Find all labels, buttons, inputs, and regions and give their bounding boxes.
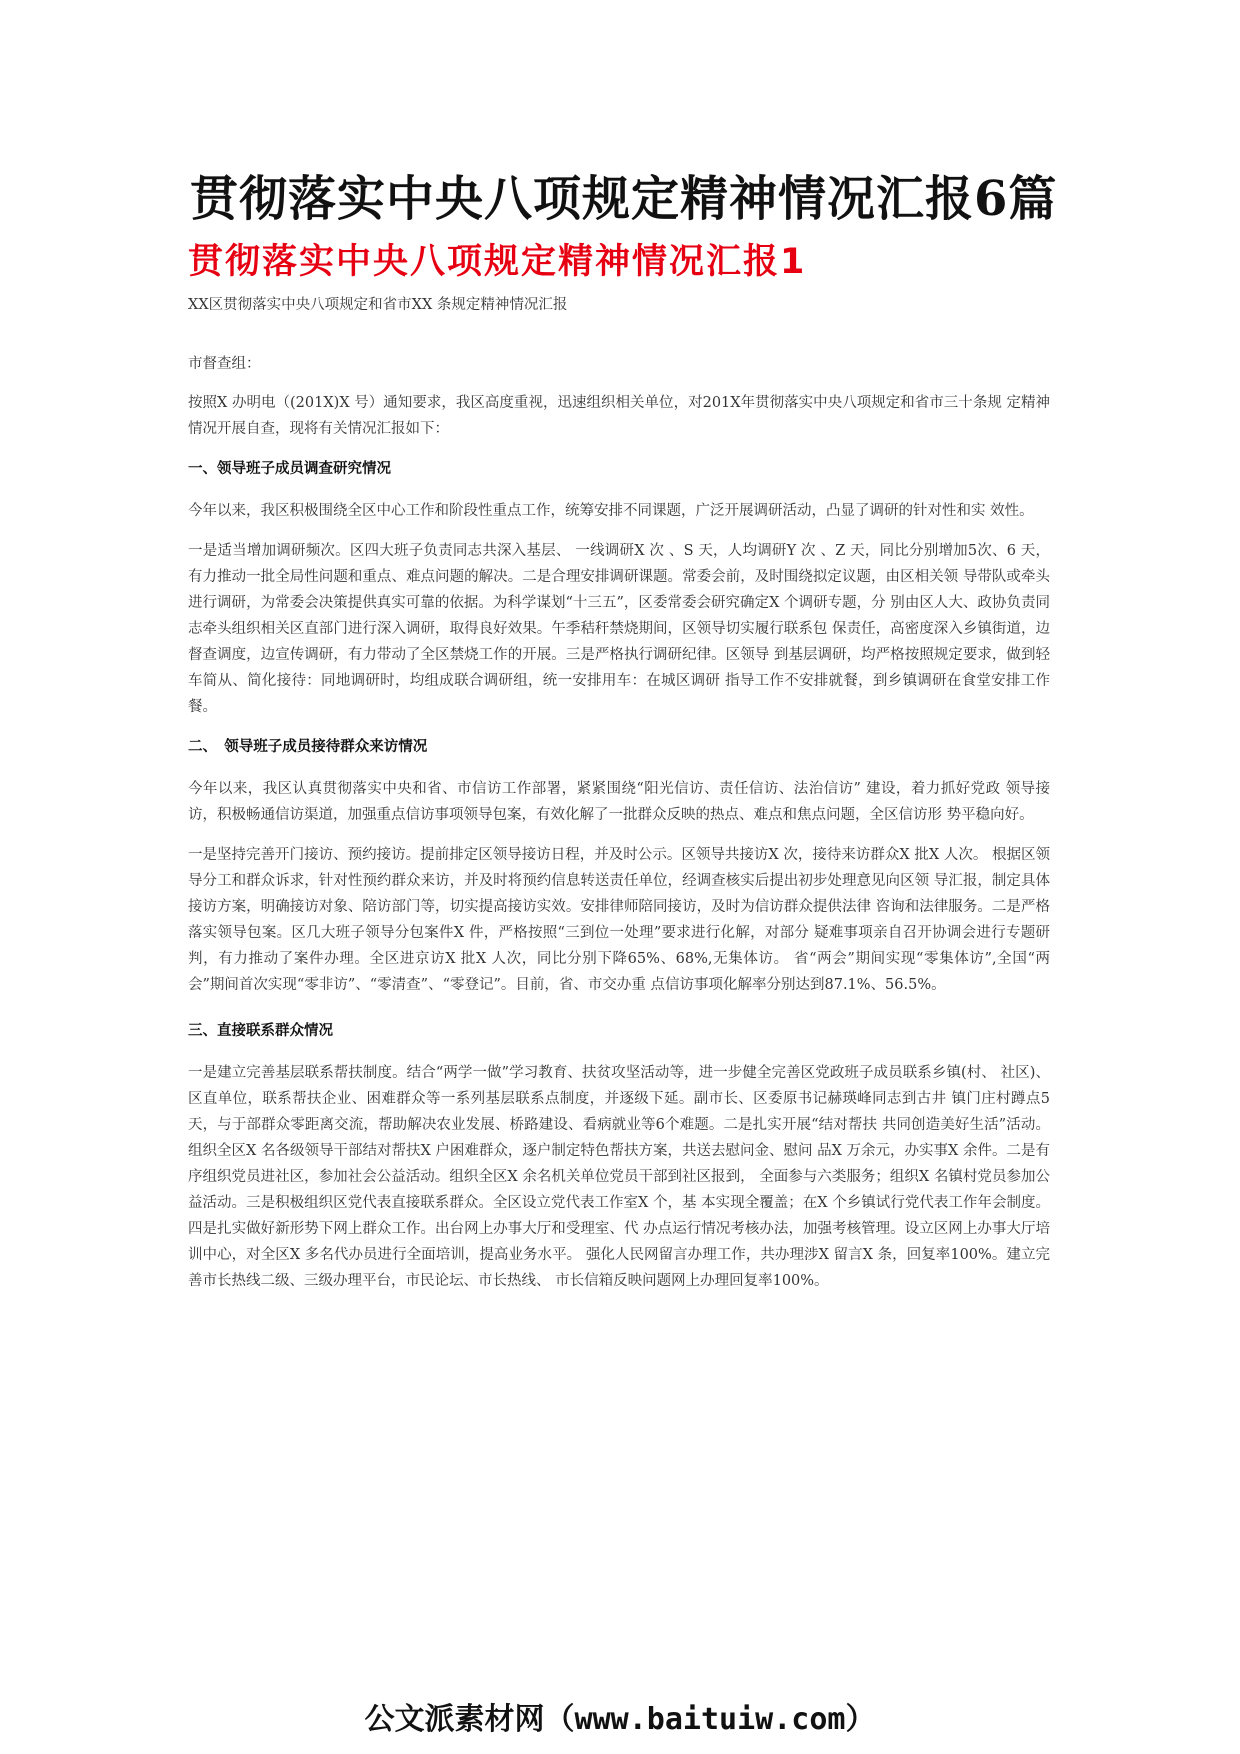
section-heading-2: 二、 领导班子成员接待群众来访情况 <box>188 739 428 755</box>
section-1-paragraph-2: 一是适当增加调研频次。区四大班子负责同志共深入基层、 一线调研X 次 、S 天，人均调研Y 次 、Z 天，同比分别增加5次、6 天，有力推动一批全局性问题和重点、难点问题的解决。二是合理安排调研课题。常委会前，及时围绕拟定议题，由区相关领 导带队或牵头进行调研，为常委会决策提供真实可靠的依据。为科学谋划“十三五”，区委常委会研究确定X 个调研专题，分 别由区人大、政协负责同志牵头组织相关区直部门进行深入调研，取得良好效果。午季秸秆禁烧期间，区领导切实履行联系包 保责任，高密度深入乡镇街道，边督查调度，边宣传调研，有力带动了全区禁烧工作的开展。三是严格执行调研纪律。区领导 到基层调研，均严格按照规定要求，做到轻车简从、简化接待：同地调研时，均组成联合调研组，统一安排用车：在城区调研 指导工作不安排就餐，到乡镇调研在食堂安排工作餐。 <box>188 543 1050 715</box>
footer-source: 公文派素材网（www.baituiw.com） <box>364 1702 876 1737</box>
sub-title: 贯彻落实中央八项规定精神情况汇报1 <box>188 242 807 282</box>
main-title: 贯彻落实中央八项规定精神情况汇报6篇 <box>190 171 1058 227</box>
intro-paragraph: 按照X 办明电（(201X)X 号）通知要求，我区高度重视，迅速组织相关单位，对201X年贯彻落实中央八项规定和省市三十条规 定精神情况开展自查，现将有关情况汇报如下： <box>188 395 1050 437</box>
section-3-paragraph-1: 一是建立完善基层联系帮扶制度。结合“两学一做”学习教育、扶贫攻坚活动等，进一步健全完善区党政班子成员联系乡镇(村、 社区)、区直单位，联系帮扶企业、困难群众等一系列基层联系点制度，并逐级下延。副市长、区委原书记赫瑛峰同志到古井 镇门庄村蹲点5天，与于部群众零距离交流，帮助解决农业发展、桥路建设、看病就业等6个难题。二是扎实开展“结对帮扶 共同创造美好生活”活动。组织全区X 名各级领导干部结对帮扶X 户困难群众，逐户制定特色帮扶方案，共送去慰问金、慰问 品X 万余元，办实事X 余件。二是有序组织党员进社区，参加社会公益活动。组织全区X 余名机关单位党员干部到社区报到， 全面参与六类服务；组织X 名镇村党员参加公益活动。三是积极组织区党代表直接联系群众。全区设立党代表工作室X 个，基 本实现全覆盖；在X 个乡镇试行党代表工作年会制度。四是扎实做好新形势下网上群众工作。出台网上办事大厅和受理室、代 办点运行情况考核办法，加强考核管理。设立区网上办事大厅培训中心，对全区X 多名代办员进行全面培训，提高业务水平。 强化人民网留言办理工作，共办理涉X 留言X 条，回复率100%。建立完善市长热线二级、三级办理平台，市民论坛、市长热线、 市长信箱反映问题网上办理回复率100%。 <box>188 1065 1050 1289</box>
section-2-paragraph-2: 一是坚持完善开门接访、预约接访。提前排定区领导接访日程，并及时公示。区领导共接访X 次，接待来访群众X 批X 人次。 根据区领导分工和群众诉求，针对性预约群众来访，并及时将预约信息转送责任单位，经调查核实后提出初步处理意见向区领 导汇报，制定具体接访方案，明确接访对象、陪访部门等，切实提高接访实效。安排律师陪同接访，及时为信访群众提供法律 咨询和法律服务。二是严格落实领导包案。区几大班子领导分包案件X 件，严格按照“三到位一处理”要求进行化解，对部分 疑难事项亲自召开协调会进行专题研判，有力推动了案件办理。全区进京访X 批X 人次，同比分别下降65%、68%,无集体访。 省“两会”期间实现“零集体访”,全国“两会”期间首次实现“零非访”、“零清查”、“零登记”。目前，省、市交办重 点信访事项化解率分别达到87.1%、56.5%。 <box>188 847 1050 993</box>
document-body <box>188 292 1050 1308</box>
salutation: 市督查组： <box>188 356 261 372</box>
section-2-paragraph-1: 今年以来，我区认真贯彻落实中央和省、市信访工作部署，紧紧围绕“阳光信访、责任信访、法治信访” 建设，着力抓好党政 领导接访，积极畅通信访渠道，加强重点信访事项领导包案，有效化解了一批群众反映的热点、难点和焦点问题，全区信访形 势平稳向好。 <box>188 781 1050 823</box>
document-name: XX区贯彻落实中央八项规定和省市XX 条规定精神情况汇报 <box>188 297 568 313</box>
section-heading-3: 三、直接联系群众情况 <box>188 1023 333 1039</box>
section-heading-1: 一、领导班子成员调查研究情况 <box>188 461 391 477</box>
section-1-paragraph-1: 今年以来，我区积极围绕全区中心工作和阶段性重点工作，统筹安排不同课题，广泛开展调研活动，凸显了调研的针对性和实 效性。 <box>188 503 1034 519</box>
